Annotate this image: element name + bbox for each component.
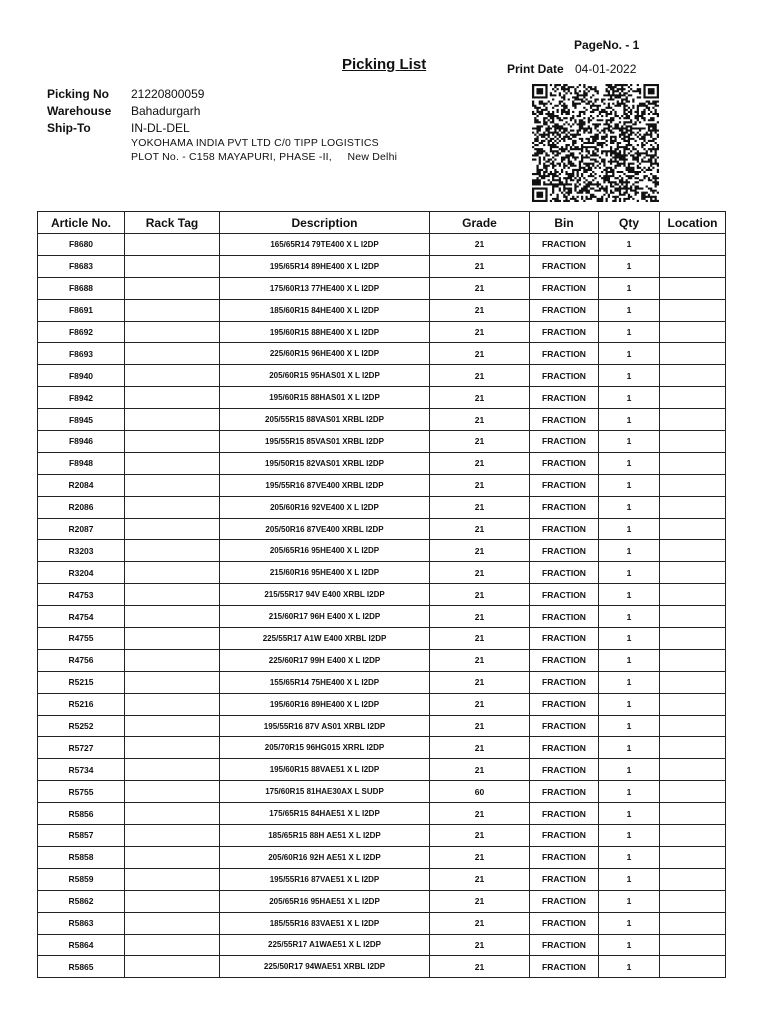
cell-location: [660, 628, 726, 650]
cell-rack-tag: [125, 387, 220, 409]
cell-location: [660, 234, 726, 256]
cell-grade: 21: [430, 890, 530, 912]
cell-location: [660, 321, 726, 343]
cell-grade: 21: [430, 365, 530, 387]
cell-rack-tag: [125, 496, 220, 518]
cell-rack-tag: [125, 343, 220, 365]
table-row: [38, 343, 726, 365]
cell-location: [660, 562, 726, 584]
cell-rack-tag: [125, 649, 220, 671]
cell-bin: FRACTION: [530, 825, 599, 847]
cell-rack-tag: [125, 890, 220, 912]
cell-description: 175/60R13 77HE400 X L I2DP: [220, 277, 430, 299]
cell-grade: 21: [430, 321, 530, 343]
cell-bin: FRACTION: [530, 868, 599, 890]
picking-no-label: Picking No: [47, 87, 110, 101]
cell-grade: 21: [430, 934, 530, 956]
cell-description: 175/65R15 84HAE51 X L I2DP: [220, 803, 430, 825]
cell-location: [660, 671, 726, 693]
cell-location: [660, 759, 726, 781]
table-row: [38, 628, 726, 650]
cell-bin: FRACTION: [530, 431, 599, 453]
table-row: [38, 868, 726, 890]
cell-qty: 1: [599, 255, 660, 277]
table-row: [38, 649, 726, 671]
cell-location: [660, 934, 726, 956]
address-line-1: YOKOHAMA INDIA PVT LTD C/0 TIPP LOGISTICS: [131, 137, 379, 149]
table-row: [38, 255, 726, 277]
cell-grade: 21: [430, 255, 530, 277]
cell-rack-tag: [125, 781, 220, 803]
column-header-qty: Qty: [599, 212, 660, 234]
cell-article-no: R5857: [38, 825, 125, 847]
table-row: [38, 277, 726, 299]
cell-grade: 21: [430, 671, 530, 693]
cell-qty: 1: [599, 584, 660, 606]
cell-article-no: F8946: [38, 431, 125, 453]
cell-rack-tag: [125, 365, 220, 387]
cell-description: 205/50R16 87VE400 XRBL I2DP: [220, 518, 430, 540]
page-number: PageNo. - 1: [574, 38, 640, 52]
column-header-location: Location: [660, 212, 726, 234]
cell-location: [660, 277, 726, 299]
cell-location: [660, 365, 726, 387]
table-row: [38, 474, 726, 496]
cell-bin: FRACTION: [530, 890, 599, 912]
cell-qty: 1: [599, 496, 660, 518]
cell-grade: 21: [430, 868, 530, 890]
cell-rack-tag: [125, 671, 220, 693]
cell-article-no: R5863: [38, 912, 125, 934]
cell-description: 215/60R16 95HE400 X L I2DP: [220, 562, 430, 584]
cell-grade: 21: [430, 737, 530, 759]
cell-article-no: F8688: [38, 277, 125, 299]
column-header-rack-tag: Rack Tag: [125, 212, 220, 234]
cell-rack-tag: [125, 299, 220, 321]
cell-qty: 1: [599, 518, 660, 540]
cell-grade: 21: [430, 518, 530, 540]
picking-no-value: 21220800059: [131, 87, 205, 101]
cell-qty: 1: [599, 452, 660, 474]
cell-description: 185/65R15 88H AE51 X L I2DP: [220, 825, 430, 847]
cell-rack-tag: [125, 912, 220, 934]
cell-bin: FRACTION: [530, 584, 599, 606]
cell-bin: FRACTION: [530, 299, 599, 321]
cell-rack-tag: [125, 803, 220, 825]
cell-article-no: F8680: [38, 234, 125, 256]
cell-grade: 21: [430, 715, 530, 737]
cell-article-no: R5862: [38, 890, 125, 912]
cell-description: 215/55R17 94V E400 XRBL I2DP: [220, 584, 430, 606]
cell-bin: FRACTION: [530, 409, 599, 431]
cell-rack-tag: [125, 474, 220, 496]
table-row: [38, 890, 726, 912]
cell-description: 215/60R17 96H E400 X L I2DP: [220, 606, 430, 628]
cell-description: 225/60R17 99H E400 X L I2DP: [220, 649, 430, 671]
cell-qty: 1: [599, 365, 660, 387]
cell-description: 205/60R15 95HAS01 X L I2DP: [220, 365, 430, 387]
cell-description: 195/60R15 88HAS01 X L I2DP: [220, 387, 430, 409]
cell-qty: 1: [599, 803, 660, 825]
cell-bin: FRACTION: [530, 474, 599, 496]
cell-location: [660, 781, 726, 803]
cell-grade: 21: [430, 409, 530, 431]
cell-qty: 1: [599, 474, 660, 496]
table-row: [38, 584, 726, 606]
cell-rack-tag: [125, 715, 220, 737]
cell-description: 185/55R16 83VAE51 X L I2DP: [220, 912, 430, 934]
cell-article-no: R4756: [38, 649, 125, 671]
page-title: Picking List: [342, 56, 427, 73]
cell-grade: 21: [430, 956, 530, 978]
cell-rack-tag: [125, 956, 220, 978]
cell-rack-tag: [125, 825, 220, 847]
cell-article-no: R5859: [38, 868, 125, 890]
cell-bin: FRACTION: [530, 452, 599, 474]
table-row: [38, 299, 726, 321]
cell-qty: 1: [599, 956, 660, 978]
cell-bin: FRACTION: [530, 912, 599, 934]
cell-bin: FRACTION: [530, 781, 599, 803]
cell-location: [660, 452, 726, 474]
cell-article-no: R5215: [38, 671, 125, 693]
table-row: [38, 715, 726, 737]
cell-description: 225/55R17 A1WAE51 X L I2DP: [220, 934, 430, 956]
cell-bin: FRACTION: [530, 321, 599, 343]
cell-grade: 21: [430, 431, 530, 453]
cell-description: 195/55R16 87VAE51 X L I2DP: [220, 868, 430, 890]
cell-article-no: R3203: [38, 540, 125, 562]
column-header-article-no: Article No.: [38, 212, 125, 234]
cell-bin: FRACTION: [530, 715, 599, 737]
cell-article-no: F8945: [38, 409, 125, 431]
cell-qty: 1: [599, 890, 660, 912]
cell-grade: 21: [430, 584, 530, 606]
cell-grade: 21: [430, 562, 530, 584]
cell-location: [660, 956, 726, 978]
ship-to-value: IN-DL-DEL: [131, 121, 190, 135]
table-row: [38, 452, 726, 474]
cell-bin: FRACTION: [530, 693, 599, 715]
table-row: [38, 431, 726, 453]
cell-location: [660, 540, 726, 562]
table-row: [38, 846, 726, 868]
cell-article-no: R5856: [38, 803, 125, 825]
cell-qty: 1: [599, 671, 660, 693]
cell-description: 205/55R15 88VAS01 XRBL I2DP: [220, 409, 430, 431]
cell-location: [660, 474, 726, 496]
cell-rack-tag: [125, 606, 220, 628]
cell-description: 195/55R16 87V AS01 XRBL I2DP: [220, 715, 430, 737]
cell-rack-tag: [125, 737, 220, 759]
cell-grade: 21: [430, 234, 530, 256]
cell-qty: 1: [599, 562, 660, 584]
cell-article-no: R4755: [38, 628, 125, 650]
cell-description: 205/65R16 95HAE51 X L I2DP: [220, 890, 430, 912]
cell-grade: 60: [430, 781, 530, 803]
cell-bin: FRACTION: [530, 606, 599, 628]
cell-article-no: R5252: [38, 715, 125, 737]
cell-qty: 1: [599, 343, 660, 365]
cell-grade: 21: [430, 825, 530, 847]
table-row: [38, 562, 726, 584]
cell-qty: 1: [599, 846, 660, 868]
cell-article-no: R5755: [38, 781, 125, 803]
cell-location: [660, 649, 726, 671]
cell-description: 195/60R15 88VAE51 X L I2DP: [220, 759, 430, 781]
cell-rack-tag: [125, 409, 220, 431]
cell-qty: 1: [599, 649, 660, 671]
cell-description: 225/50R17 94WAE51 XRBL I2DP: [220, 956, 430, 978]
cell-article-no: R4753: [38, 584, 125, 606]
cell-qty: 1: [599, 912, 660, 934]
cell-qty: 1: [599, 628, 660, 650]
table-row: [38, 518, 726, 540]
cell-bin: FRACTION: [530, 365, 599, 387]
cell-article-no: F8948: [38, 452, 125, 474]
cell-description: 195/60R16 89HE400 X L I2DP: [220, 693, 430, 715]
cell-location: [660, 825, 726, 847]
cell-grade: 21: [430, 649, 530, 671]
table-row: [38, 321, 726, 343]
cell-rack-tag: [125, 693, 220, 715]
column-header-grade: Grade: [430, 212, 530, 234]
cell-description: 205/70R15 96HG015 XRRL I2DP: [220, 737, 430, 759]
table-row: [38, 540, 726, 562]
cell-rack-tag: [125, 518, 220, 540]
table-row: [38, 496, 726, 518]
cell-bin: FRACTION: [530, 671, 599, 693]
cell-qty: 1: [599, 277, 660, 299]
cell-bin: FRACTION: [530, 759, 599, 781]
cell-rack-tag: [125, 868, 220, 890]
cell-location: [660, 715, 726, 737]
cell-description: 165/65R14 79TE400 X L I2DP: [220, 234, 430, 256]
cell-grade: 21: [430, 387, 530, 409]
cell-article-no: R3204: [38, 562, 125, 584]
print-date-label: Print Date: [507, 62, 564, 76]
cell-description: 195/55R15 85VAS01 XRBL I2DP: [220, 431, 430, 453]
cell-location: [660, 803, 726, 825]
ship-to-label: Ship-To: [47, 121, 91, 135]
cell-grade: 21: [430, 343, 530, 365]
cell-article-no: R2084: [38, 474, 125, 496]
cell-article-no: F8691: [38, 299, 125, 321]
cell-description: 205/65R16 95HE400 X L I2DP: [220, 540, 430, 562]
cell-bin: FRACTION: [530, 562, 599, 584]
cell-grade: 21: [430, 759, 530, 781]
table-row: [38, 693, 726, 715]
cell-article-no: F8683: [38, 255, 125, 277]
table-row: [38, 956, 726, 978]
cell-description: 205/60R16 92H AE51 X L I2DP: [220, 846, 430, 868]
cell-qty: 1: [599, 321, 660, 343]
cell-location: [660, 299, 726, 321]
cell-description: 175/60R15 81HAE30AX L SUDP: [220, 781, 430, 803]
cell-rack-tag: [125, 934, 220, 956]
cell-rack-tag: [125, 452, 220, 474]
table-row: [38, 934, 726, 956]
cell-qty: 1: [599, 234, 660, 256]
table-row: [38, 234, 726, 256]
cell-qty: 1: [599, 299, 660, 321]
cell-bin: FRACTION: [530, 343, 599, 365]
cell-rack-tag: [125, 759, 220, 781]
cell-bin: FRACTION: [530, 737, 599, 759]
cell-article-no: F8942: [38, 387, 125, 409]
cell-qty: 1: [599, 540, 660, 562]
cell-bin: FRACTION: [530, 387, 599, 409]
cell-grade: 21: [430, 474, 530, 496]
cell-qty: 1: [599, 934, 660, 956]
cell-location: [660, 737, 726, 759]
cell-description: 155/65R14 75HE400 X L I2DP: [220, 671, 430, 693]
cell-bin: FRACTION: [530, 540, 599, 562]
cell-qty: 1: [599, 825, 660, 847]
cell-qty: 1: [599, 715, 660, 737]
cell-grade: 21: [430, 540, 530, 562]
cell-qty: 1: [599, 781, 660, 803]
cell-article-no: R5865: [38, 956, 125, 978]
cell-description: 195/65R14 89HE400 X L I2DP: [220, 255, 430, 277]
cell-location: [660, 255, 726, 277]
cell-location: [660, 343, 726, 365]
cell-location: [660, 846, 726, 868]
cell-qty: 1: [599, 759, 660, 781]
cell-grade: 21: [430, 606, 530, 628]
cell-bin: FRACTION: [530, 956, 599, 978]
cell-rack-tag: [125, 321, 220, 343]
cell-location: [660, 890, 726, 912]
cell-rack-tag: [125, 255, 220, 277]
cell-grade: 21: [430, 299, 530, 321]
cell-article-no: R4754: [38, 606, 125, 628]
cell-qty: 1: [599, 431, 660, 453]
cell-bin: FRACTION: [530, 518, 599, 540]
cell-article-no: R2087: [38, 518, 125, 540]
cell-qty: 1: [599, 409, 660, 431]
cell-article-no: R5858: [38, 846, 125, 868]
cell-location: [660, 606, 726, 628]
cell-location: [660, 387, 726, 409]
cell-bin: FRACTION: [530, 803, 599, 825]
cell-qty: 1: [599, 693, 660, 715]
cell-bin: FRACTION: [530, 277, 599, 299]
cell-grade: 21: [430, 452, 530, 474]
cell-grade: 21: [430, 277, 530, 299]
cell-grade: 21: [430, 496, 530, 518]
table-row: [38, 781, 726, 803]
table-header-row: [38, 212, 726, 234]
cell-rack-tag: [125, 277, 220, 299]
cell-rack-tag: [125, 234, 220, 256]
table-row: [38, 409, 726, 431]
cell-bin: FRACTION: [530, 496, 599, 518]
cell-bin: FRACTION: [530, 255, 599, 277]
cell-grade: 21: [430, 912, 530, 934]
address-line-2: PLOT No. - C158 MAYAPURI, PHASE -II, New Delhi: [131, 151, 398, 163]
cell-location: [660, 693, 726, 715]
cell-qty: 1: [599, 737, 660, 759]
cell-rack-tag: [125, 540, 220, 562]
table-row: [38, 387, 726, 409]
cell-bin: FRACTION: [530, 934, 599, 956]
cell-location: [660, 584, 726, 606]
warehouse-value: Bahadurgarh: [131, 104, 201, 118]
cell-location: [660, 431, 726, 453]
qr-code-icon: [532, 84, 659, 202]
cell-article-no: R5727: [38, 737, 125, 759]
cell-description: 225/60R15 96HE400 X L I2DP: [220, 343, 430, 365]
cell-grade: 21: [430, 693, 530, 715]
cell-description: 195/55R16 87VE400 XRBL I2DP: [220, 474, 430, 496]
column-header-bin: Bin: [530, 212, 599, 234]
cell-article-no: R2086: [38, 496, 125, 518]
cell-bin: FRACTION: [530, 628, 599, 650]
cell-rack-tag: [125, 846, 220, 868]
cell-location: [660, 409, 726, 431]
cell-grade: 21: [430, 803, 530, 825]
cell-bin: FRACTION: [530, 846, 599, 868]
cell-description: 185/60R15 84HE400 X L I2DP: [220, 299, 430, 321]
picking-table: [37, 211, 725, 978]
cell-rack-tag: [125, 584, 220, 606]
cell-grade: 21: [430, 846, 530, 868]
cell-location: [660, 868, 726, 890]
cell-location: [660, 518, 726, 540]
column-header-description: Description: [220, 212, 430, 234]
table-row: [38, 759, 726, 781]
cell-qty: 1: [599, 387, 660, 409]
table-row: [38, 671, 726, 693]
table-row: [38, 737, 726, 759]
cell-article-no: F8692: [38, 321, 125, 343]
table-row: [38, 825, 726, 847]
cell-location: [660, 496, 726, 518]
cell-grade: 21: [430, 628, 530, 650]
cell-article-no: R5734: [38, 759, 125, 781]
cell-article-no: R5864: [38, 934, 125, 956]
cell-description: 225/55R17 A1W E400 XRBL I2DP: [220, 628, 430, 650]
cell-qty: 1: [599, 868, 660, 890]
cell-bin: FRACTION: [530, 234, 599, 256]
cell-article-no: F8693: [38, 343, 125, 365]
table-row: [38, 803, 726, 825]
table-row: [38, 912, 726, 934]
cell-qty: 1: [599, 606, 660, 628]
cell-article-no: F8940: [38, 365, 125, 387]
cell-bin: FRACTION: [530, 649, 599, 671]
cell-location: [660, 912, 726, 934]
cell-description: 195/50R15 82VAS01 XRBL I2DP: [220, 452, 430, 474]
print-date-value: 04-01-2022: [575, 62, 637, 76]
table-row: [38, 606, 726, 628]
table-row: [38, 365, 726, 387]
cell-rack-tag: [125, 431, 220, 453]
cell-description: 205/60R16 92VE400 X L I2DP: [220, 496, 430, 518]
warehouse-label: Warehouse: [47, 104, 112, 118]
cell-description: 195/60R15 88HE400 X L I2DP: [220, 321, 430, 343]
cell-rack-tag: [125, 562, 220, 584]
cell-article-no: R5216: [38, 693, 125, 715]
cell-rack-tag: [125, 628, 220, 650]
